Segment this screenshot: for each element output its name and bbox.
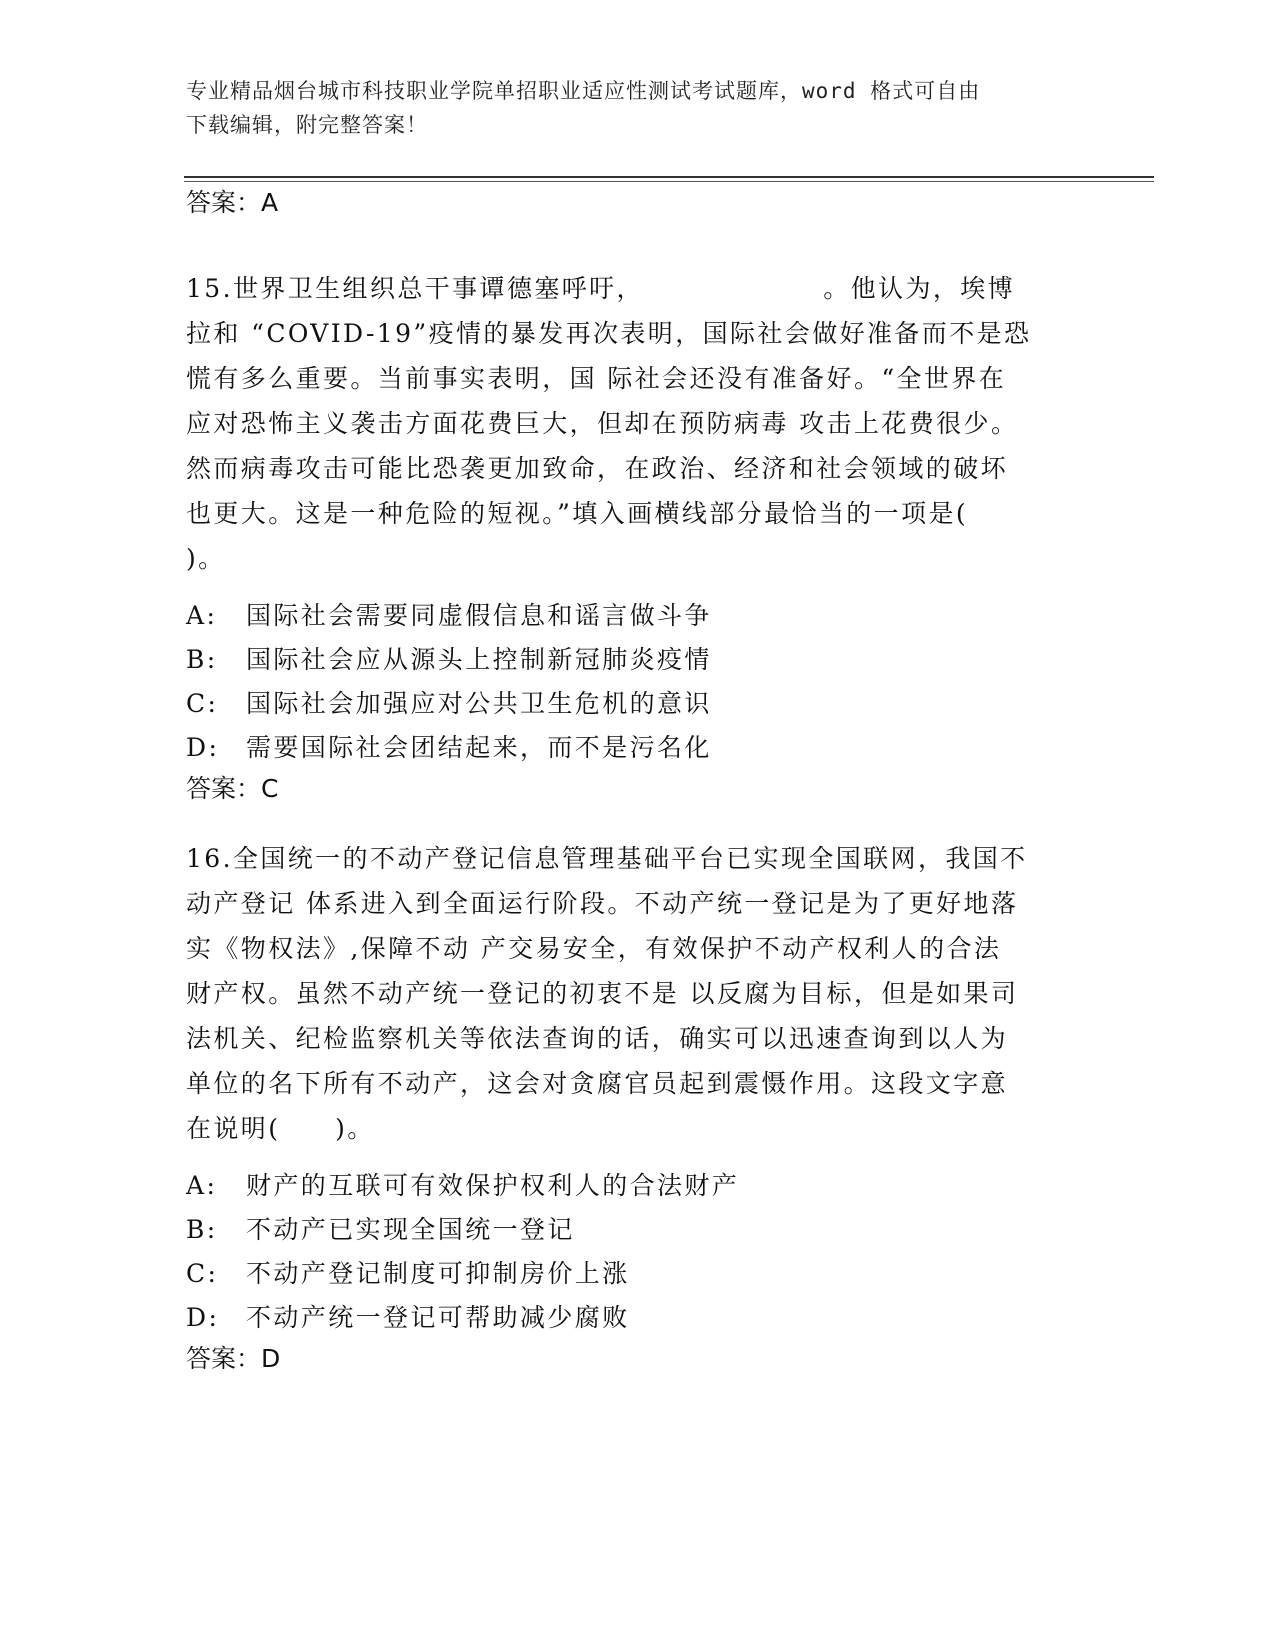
question-line: )。 — [186, 544, 226, 573]
question-line: 法机关、纪检监察机关等依法查询的话，确实可以迅速查询到以人为 — [186, 1024, 1009, 1053]
question-line: 应对恐怖主义袭击方面花费巨大，但却在预防病毒 攻击上花费很少。 — [186, 409, 1019, 438]
question-line: 实《物权法》,保障不动 产交易安全，有效保护不动产权利人的合法 — [186, 934, 1002, 963]
option-letter: C: — [186, 689, 219, 718]
question-line: 16.全国统一的不动产登记信息管理基础平台已实现全国联网，我国不 — [186, 844, 1028, 873]
question-line: 慌有多么重要。当前事实表明，国 际社会还没有准备好。“全世界在 — [186, 364, 1007, 393]
option-text: 国际社会加强应对公共卫生危机的意识 — [246, 689, 712, 718]
option-text: 不动产已实现全国统一登记 — [246, 1215, 575, 1244]
header-divider — [184, 176, 1154, 178]
option-text: 国际社会需要同虚假信息和谣言做斗争 — [246, 601, 712, 630]
option-text: 不动产登记制度可抑制房价上涨 — [246, 1259, 630, 1288]
option-text: 不动产统一登记可帮助减少腐败 — [246, 1303, 630, 1332]
option-letter: B: — [186, 645, 218, 674]
header-line: 下载编辑，附完整答案！ — [186, 113, 428, 137]
header-divider — [184, 181, 1154, 182]
page-header — [186, 74, 1066, 142]
option-letter: A: — [186, 1171, 218, 1200]
question-line: 也更大。这是一种危险的短视。”填入画横线部分最恰当的一项是( — [186, 499, 969, 528]
answer-line: 答案：D — [186, 1344, 281, 1373]
question-line: 拉和 “COVID-19”疫情的暴发再次表明，国际社会做好准备而不是恐 — [186, 319, 1032, 348]
option-letter: B: — [186, 1215, 218, 1244]
question-line: 15.世界卫生组织总干事谭德塞呼吁， 。他认为，埃博 — [186, 274, 1016, 303]
option-d — [186, 728, 712, 768]
option-c — [186, 684, 712, 724]
option-text: 财产的互联可有效保护权利人的合法财产 — [246, 1171, 740, 1200]
option-letter: C: — [186, 1259, 219, 1288]
question-line: 然而病毒攻击可能比恐袭更加致命，在政治、经济和社会领域的破坏 — [186, 454, 1009, 483]
option-a — [186, 596, 712, 636]
question-line: 财产权。虽然不动产统一登记的初衷不是 以反腐为目标，但是如果司 — [186, 979, 1019, 1008]
question-16-text — [186, 836, 1076, 1151]
question-line: 动产登记 体系进入到全面运行阶段。不动产统一登记是为了更好地落 — [186, 889, 1019, 918]
option-c — [186, 1254, 630, 1294]
option-a — [186, 1166, 739, 1206]
question-15-text — [186, 266, 1076, 581]
option-letter: A: — [186, 601, 218, 630]
answer-line: 答案：C — [186, 774, 279, 803]
answer-line: 答案：A — [186, 188, 279, 217]
option-b — [186, 1210, 575, 1250]
option-b — [186, 640, 712, 680]
question-line: 单位的名下所有不动产，这会对贪腐官员起到震慑作用。这段文字意 — [186, 1069, 1009, 1098]
option-d — [186, 1298, 630, 1338]
question-line: 在说明( )。 — [186, 1114, 375, 1143]
option-text: 国际社会应从源头上控制新冠肺炎疫情 — [246, 645, 712, 674]
option-text: 需要国际社会团结起来，而不是污名化 — [246, 733, 712, 762]
option-letter: D: — [186, 1303, 220, 1332]
header-line: 专业精品烟台城市科技职业学院单招职业适应性测试考试题库，word 格式可自由 — [186, 79, 981, 103]
option-letter: D: — [186, 733, 220, 762]
